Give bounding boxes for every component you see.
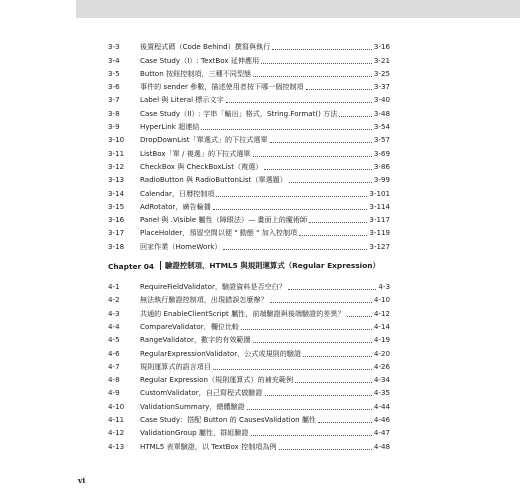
dot-leader bbox=[303, 355, 372, 357]
section-title: RadioButton 與 RadioButtonList（單選題） bbox=[140, 175, 287, 185]
section-page: 4-10 bbox=[373, 295, 390, 305]
table-of-contents bbox=[108, 39, 390, 452]
toc-entry bbox=[108, 105, 390, 118]
section-number: 3-14 bbox=[108, 188, 125, 198]
chapter-separator bbox=[160, 261, 161, 270]
section-number: 4-10 bbox=[108, 401, 125, 411]
section-number: 3-13 bbox=[108, 175, 125, 185]
dot-leader bbox=[264, 168, 371, 170]
section-number: 3-8 bbox=[108, 108, 120, 118]
section-title: Button 按鈕控制項，三種不同型態 bbox=[140, 68, 252, 78]
chapter-3-sections bbox=[108, 39, 390, 252]
section-page: 4-14 bbox=[373, 321, 390, 331]
toc-entry bbox=[108, 438, 390, 451]
section-number: 4-11 bbox=[108, 415, 125, 425]
section-title: 事件的 sender 參數，描述使用者按下哪一個控制項 bbox=[140, 82, 304, 92]
toc-entry bbox=[108, 425, 390, 438]
section-number: 4-2 bbox=[108, 295, 120, 305]
dot-leader bbox=[279, 448, 372, 450]
dot-leader bbox=[272, 48, 372, 50]
section-number: 3-6 bbox=[108, 82, 120, 92]
section-page: 4-47 bbox=[373, 428, 390, 438]
dot-leader bbox=[306, 88, 372, 90]
toc-entry bbox=[108, 225, 390, 238]
section-number: 4-13 bbox=[108, 441, 125, 451]
section-number: 3-12 bbox=[108, 161, 125, 171]
section-title: 共通的 EnableClientScript 屬性，前端驗證與後端驗證的差異？ bbox=[140, 308, 345, 318]
toc-entry bbox=[108, 52, 390, 65]
page-number: vi bbox=[78, 476, 86, 485]
dot-leader bbox=[261, 62, 372, 64]
toc-entry bbox=[108, 145, 390, 158]
dot-leader bbox=[295, 381, 372, 383]
toc-entry bbox=[108, 172, 390, 185]
section-page: 3-86 bbox=[373, 161, 390, 171]
toc-entry bbox=[108, 185, 390, 198]
toc-entry bbox=[108, 359, 390, 372]
dot-leader bbox=[318, 421, 372, 423]
section-number: 4-5 bbox=[108, 335, 120, 345]
section-title: 無法執行驗證控制項，出現錯誤怎麼辦？ bbox=[140, 295, 268, 305]
section-page: 3-48 bbox=[373, 108, 390, 118]
section-page: 3-117 bbox=[369, 215, 390, 225]
dot-leader bbox=[339, 115, 372, 117]
section-title: PlaceHolder，預留空間以便 " 動態 " 加入控制項 bbox=[140, 228, 298, 238]
dot-leader bbox=[223, 248, 367, 250]
chapter-label: Chapter 04 bbox=[108, 261, 155, 271]
toc-entry bbox=[108, 292, 390, 305]
section-title: HTML5 表單驗證，以 TextBox 控制項為例 bbox=[140, 441, 277, 451]
toc-entry bbox=[108, 199, 390, 212]
section-number: 3-16 bbox=[108, 215, 125, 225]
dot-leader bbox=[265, 394, 372, 396]
dot-leader bbox=[247, 408, 372, 410]
section-page: 4-12 bbox=[373, 308, 390, 318]
section-number: 3-3 bbox=[108, 42, 120, 52]
section-title: Case Study（II）: 字串「輸出」格式，String.Format() 方法 bbox=[140, 108, 338, 118]
toc-entry bbox=[108, 412, 390, 425]
dot-leader bbox=[226, 101, 372, 103]
dot-leader bbox=[270, 141, 372, 143]
section-page: 3-99 bbox=[373, 175, 390, 185]
dot-leader bbox=[347, 315, 372, 317]
section-title: Case Study（I）: TextBox 延伸應用 bbox=[140, 55, 260, 65]
section-title: CheckBox 與 CheckBoxList（複選） bbox=[140, 161, 263, 171]
section-title: HyperLink 超連結 bbox=[140, 122, 200, 132]
toc-entry bbox=[108, 159, 390, 172]
section-page: 4-44 bbox=[373, 401, 390, 411]
section-page: 4-48 bbox=[373, 441, 390, 451]
dot-leader bbox=[251, 434, 372, 436]
dot-leader bbox=[309, 221, 367, 223]
toc-entry bbox=[108, 119, 390, 132]
toc-entry bbox=[108, 66, 390, 79]
section-page: 4-26 bbox=[373, 361, 390, 371]
section-title: Label 與 Literal 標示文字 bbox=[140, 95, 224, 105]
dot-leader bbox=[241, 328, 372, 330]
section-number: 3-10 bbox=[108, 135, 125, 145]
toc-entry bbox=[108, 372, 390, 385]
section-number: 3-5 bbox=[108, 68, 120, 78]
section-title: Case Study：搭配 Button 的 CausesValidation 屬性 bbox=[140, 415, 317, 425]
section-page: 4-35 bbox=[373, 388, 390, 398]
section-page: 3-101 bbox=[369, 188, 390, 198]
dot-leader bbox=[213, 368, 372, 370]
section-page: 4-46 bbox=[373, 415, 390, 425]
toc-entry bbox=[108, 79, 390, 92]
section-title: ValidationGroup 屬性，群組驗證 bbox=[140, 428, 249, 438]
section-number: 3-11 bbox=[108, 148, 125, 158]
section-page: 3-25 bbox=[373, 68, 390, 78]
dot-leader bbox=[213, 208, 368, 210]
section-title: DropDownList「單選式」的下拉式選單 bbox=[140, 135, 268, 145]
section-number: 4-7 bbox=[108, 361, 120, 371]
section-title: AdRotator，廣告輪播 bbox=[140, 201, 211, 211]
section-number: 3-7 bbox=[108, 95, 120, 105]
dot-leader bbox=[270, 301, 372, 303]
dot-leader bbox=[299, 234, 367, 236]
section-title: RequireFieldValidator，驗證資料是否空白？ bbox=[140, 282, 286, 292]
section-page: 3-21 bbox=[373, 55, 390, 65]
section-title: 回家作業（HomeWork） bbox=[140, 241, 222, 251]
section-page: 3-69 bbox=[373, 148, 390, 158]
toc-entry bbox=[108, 238, 390, 251]
section-title: CustomValidator，自己寫程式做驗證 bbox=[140, 388, 263, 398]
section-title: Regular Expression（規則運算式）的補充範例 bbox=[140, 375, 294, 385]
dot-leader bbox=[253, 155, 372, 157]
section-page: 4-19 bbox=[373, 335, 390, 345]
chapter-4-sections bbox=[108, 279, 390, 452]
section-title: ListBox「單 / 複選」的下拉式選單 bbox=[140, 148, 251, 158]
section-title: RangeValidator，數字的有效範圍 bbox=[140, 335, 251, 345]
section-number: 3-15 bbox=[108, 201, 125, 211]
section-number: 3-18 bbox=[108, 241, 125, 251]
toc-entry bbox=[108, 332, 390, 345]
chapter-title: 驗證控制項、HTML5 與規則運算式（Regular Expression） bbox=[165, 260, 380, 270]
section-number: 3-4 bbox=[108, 55, 120, 65]
section-title: 後置程式碼（Code Behind）撰寫與執行 bbox=[140, 42, 271, 52]
section-page: 3-37 bbox=[373, 82, 390, 92]
section-number: 3-17 bbox=[108, 228, 125, 238]
section-title: ValidationSummary，總體驗證 bbox=[140, 401, 245, 411]
section-number: 4-12 bbox=[108, 428, 125, 438]
top-gray-band bbox=[76, 0, 520, 18]
section-page: 3-114 bbox=[369, 201, 390, 211]
dot-leader bbox=[253, 75, 372, 77]
section-number: 3-9 bbox=[108, 122, 120, 132]
section-number: 4-4 bbox=[108, 321, 120, 331]
section-number: 4-9 bbox=[108, 388, 120, 398]
section-number: 4-1 bbox=[108, 282, 120, 292]
toc-entry bbox=[108, 39, 390, 52]
section-title: CompareValidator，欄位比較 bbox=[140, 321, 240, 331]
dot-leader bbox=[289, 181, 372, 183]
section-number: 4-3 bbox=[108, 308, 120, 318]
toc-entry bbox=[108, 212, 390, 225]
toc-entry bbox=[108, 345, 390, 358]
section-page: 3-54 bbox=[373, 122, 390, 132]
section-title: Panel 與 .Visible 屬性（障眼法）— 畫面上的魔術師 bbox=[140, 215, 308, 225]
dot-leader bbox=[216, 195, 367, 197]
section-title: Calendar，日曆控制項 bbox=[140, 188, 215, 198]
section-page: 4-20 bbox=[373, 348, 390, 358]
toc-entry bbox=[108, 305, 390, 318]
section-page: 3-16 bbox=[373, 42, 390, 52]
dot-leader bbox=[201, 128, 372, 130]
toc-entry bbox=[108, 132, 390, 145]
toc-entry bbox=[108, 92, 390, 105]
section-page: 3-57 bbox=[373, 135, 390, 145]
section-page: 3-119 bbox=[369, 228, 390, 238]
chapter-heading bbox=[108, 259, 390, 271]
dot-leader bbox=[288, 288, 377, 290]
toc-entry bbox=[108, 385, 390, 398]
section-number: 4-8 bbox=[108, 375, 120, 385]
section-page: 3-40 bbox=[373, 95, 390, 105]
toc-entry bbox=[108, 319, 390, 332]
section-page: 4-3 bbox=[378, 282, 390, 292]
section-number: 4-6 bbox=[108, 348, 120, 358]
section-title: RegularExpressionValidator，公式或規則的驗證 bbox=[140, 348, 302, 358]
toc-entry bbox=[108, 279, 390, 292]
section-page: 4-34 bbox=[373, 375, 390, 385]
section-page: 3-127 bbox=[369, 241, 390, 251]
dot-leader bbox=[253, 341, 372, 343]
toc-entry bbox=[108, 398, 390, 411]
section-title: 規則運算式的語言項目 bbox=[140, 361, 211, 371]
